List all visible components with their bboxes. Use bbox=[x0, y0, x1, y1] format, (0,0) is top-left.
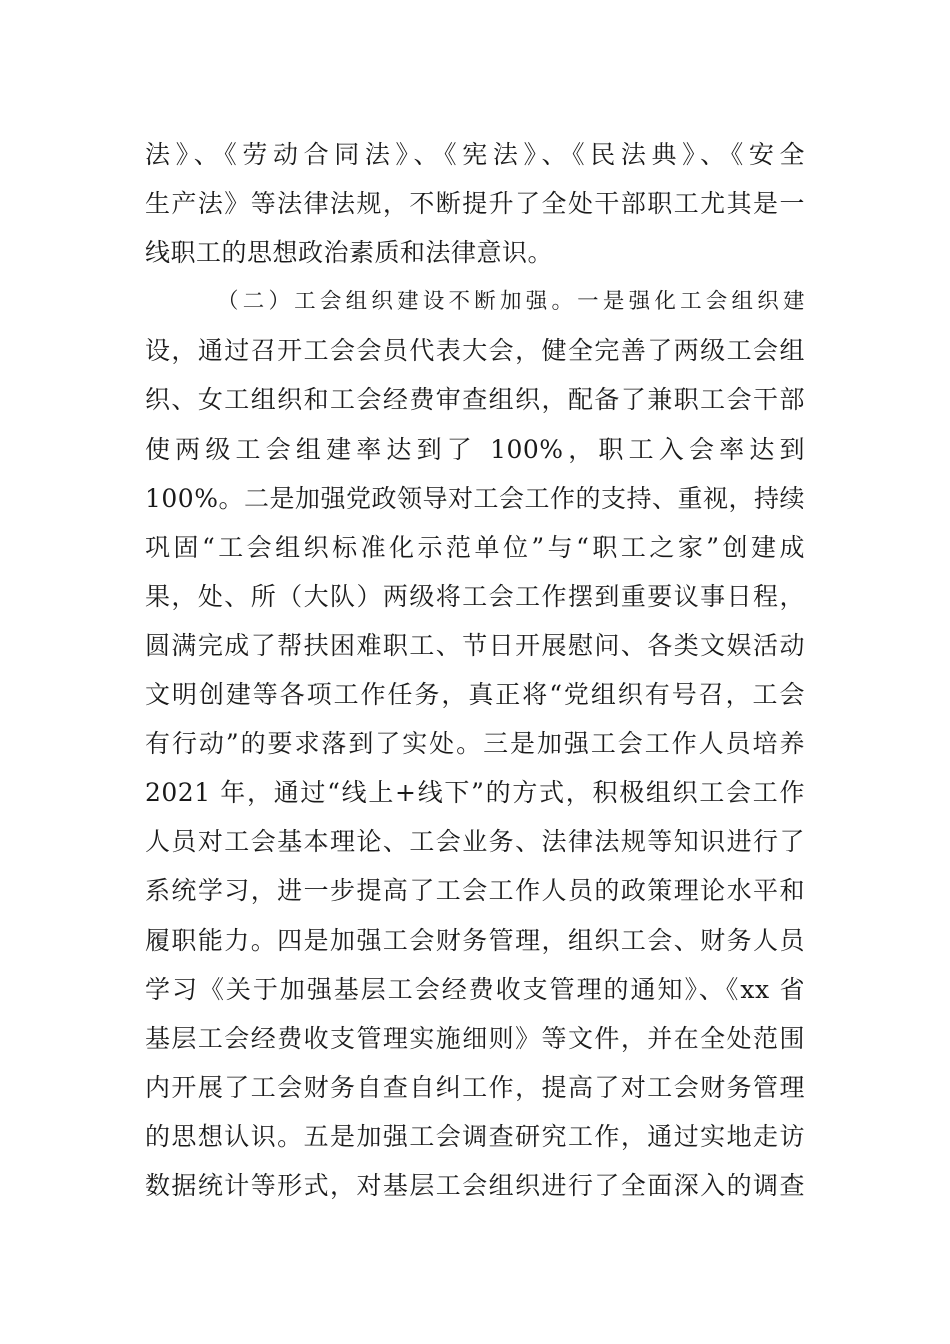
text-line: 学习《关于加强基层工会经费收支管理的通知》、《xx 省 bbox=[145, 974, 805, 1004]
text-line: 文明创建等各项工作任务，真正将“党组织有号召，工会 bbox=[145, 680, 805, 710]
text-line: 人员对工会基本理论、工会业务、法律法规等知识进行了 bbox=[145, 827, 805, 857]
text-line: 法》、《劳动合同法》、《宪法》、《民法典》、《安全 bbox=[145, 140, 805, 169]
text-line: 内开展了工会财务自查自纠工作，提高了对工会财务管理 bbox=[145, 1072, 805, 1102]
text-line: 数据统计等形式，对基层工会组织进行了全面深入的调查 bbox=[145, 1170, 805, 1200]
text-line: 设，通过召开工会会员代表大会，健全完善了两级工会组 bbox=[145, 336, 805, 366]
text-line: （二）工会组织建设不断加强。一是强化工会组织建 bbox=[217, 289, 805, 315]
body-text bbox=[145, 130, 805, 1210]
text-line: 巩固“工会组织标准化示范单位”与“职工之家”创建成 bbox=[145, 532, 805, 562]
text-line: 使两级工会组建率达到了 100%，职工入会率达到 bbox=[145, 434, 805, 464]
text-line: 2021 年，通过“线上+线下”的方式，积极组织工会工作 bbox=[145, 778, 805, 808]
text-line: 有行动”的要求落到了实处。三是加强工会工作人员培养 bbox=[145, 729, 805, 759]
text-line: 系统学习，进一步提高了工会工作人员的政策理论水平和 bbox=[145, 876, 805, 906]
text-line: 果，处、所（大队）两级将工会工作摆到重要议事日程， bbox=[145, 581, 805, 611]
text-line: 生产法》等法律法规，不断提升了全处干部职工尤其是一 bbox=[145, 189, 805, 219]
text-line: 100%。二是加强党政领导对工会工作的支持、重视，持续 bbox=[145, 483, 805, 513]
text-line: 织、女工组织和工会经费审查组织，配备了兼职工会干部 bbox=[145, 385, 805, 415]
text-line: 的思想认识。五是加强工会调查研究工作，通过实地走访 bbox=[145, 1121, 805, 1151]
text-line: 履职能力。四是加强工会财务管理，组织工会、财务人员 bbox=[145, 925, 805, 955]
text-line: 圆满完成了帮扶困难职工、节日开展慰问、各类文娱活动 bbox=[145, 630, 805, 660]
text-line: 基层工会经费收支管理实施细则》等文件，并在全处范围 bbox=[145, 1023, 805, 1053]
text-line: 线职工的思想政治素质和法律意识。 bbox=[145, 238, 554, 268]
